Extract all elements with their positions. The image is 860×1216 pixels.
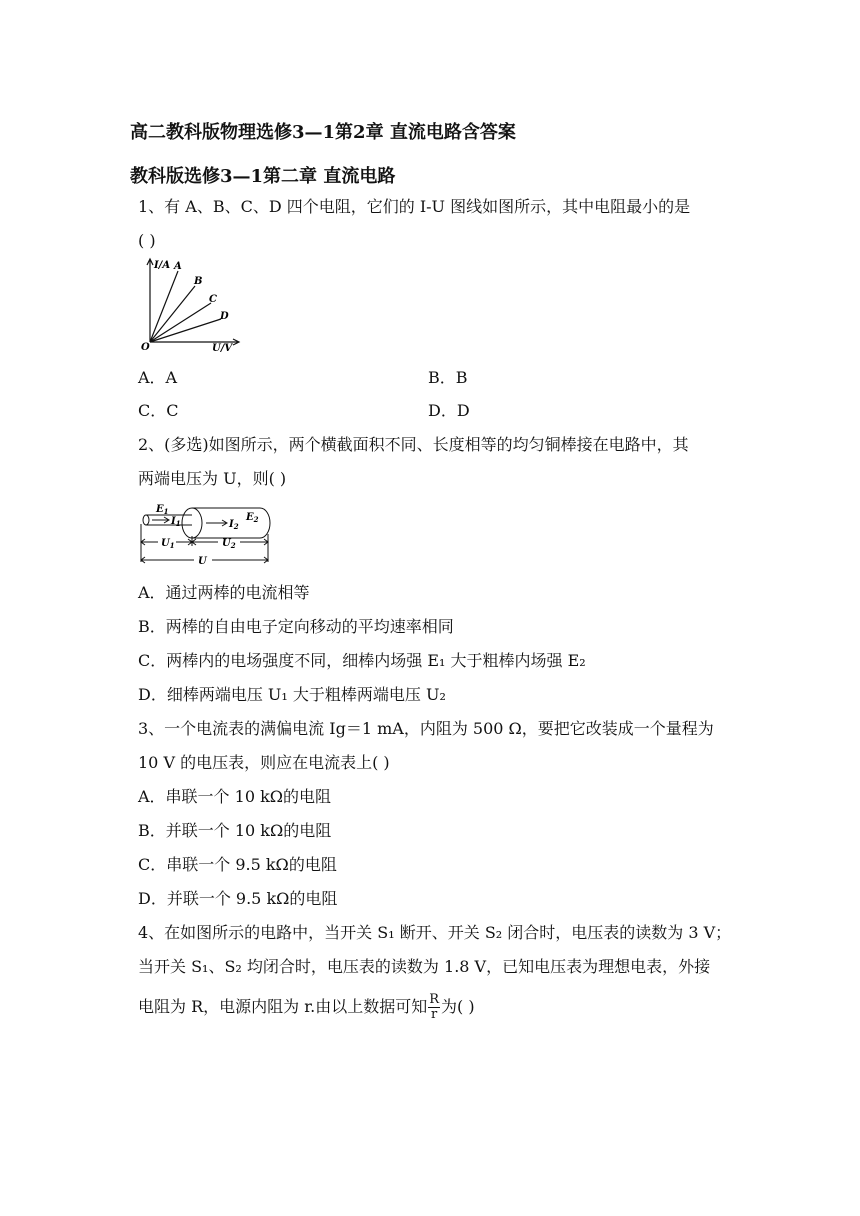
q2-stem-line1: 2、(多选)如图所示，两个横截面积不同、长度相等的均匀铜棒接在电路中，其 xyxy=(138,435,689,454)
q2-copper-rods-figure xyxy=(138,500,274,568)
q1-stem-line2: ( ) xyxy=(138,231,156,250)
q4-stem-line1: 4、在如图所示的电路中，当开关 S₁ 断开、开关 S₂ 闭合时，电压表的读数为 3 V； xyxy=(138,923,732,942)
q1-iu-graph xyxy=(138,256,244,354)
document-title: 高二教科版物理选修3—1第2章 直流电路含答案 xyxy=(130,122,516,143)
q1-option-d: D．D xyxy=(428,401,470,420)
q3-stem-line1: 3、一个电流表的满偏电流 Ig＝1 mA，内阻为 500 Ω，要把它改装成一个量程为 xyxy=(138,719,714,738)
q4-stem-line2: 当开关 S₁、S₂ 均闭合时，电压表的读数为 1.8 V，已知电压表为理想电表，外接 xyxy=(138,957,711,976)
q3-option-b: B．并联一个 10 kΩ的电阻 xyxy=(138,821,332,840)
q3-option-d: D．并联一个 9.5 kΩ的电阻 xyxy=(138,889,338,908)
q4-fraction-denominator: r xyxy=(430,1007,438,1022)
q3-stem-line2: 10 V 的电压表，则应在电流表上( ) xyxy=(138,753,390,772)
q2-label-e2: $E_2$ xyxy=(246,512,259,524)
q4-fraction-r-over-r xyxy=(428,993,440,1022)
q2-label-e1: $E_1$ xyxy=(156,504,169,516)
q3-option-c: C．串联一个 9.5 kΩ的电阻 xyxy=(138,855,337,874)
q1-line-label-b: B xyxy=(194,276,203,287)
q1-stem-line1: 1、有 A、B、C、D 四个电阻，它们的 I-U 图线如图所示，其中电阻最小的是 xyxy=(138,197,691,216)
q2-label-u2: $U_2$ xyxy=(222,538,236,550)
q1-option-b: B．B xyxy=(428,368,468,387)
q2-label-u1: $U_1$ xyxy=(161,538,175,550)
q1-origin-label: O xyxy=(141,342,150,353)
q1-line-label-a: A xyxy=(174,261,182,272)
section-title: 教科版选修3—1第二章 直流电路 xyxy=(130,166,396,187)
q1-line-label-d: D xyxy=(220,311,229,322)
q2-stem-line2: 两端电压为 U，则( ) xyxy=(138,469,287,488)
q2-label-u: U xyxy=(198,556,207,567)
q4-stem-line3 xyxy=(138,992,475,1022)
q1-y-axis-label: I/A xyxy=(154,260,171,271)
q2-option-a: A．通过两棒的电流相等 xyxy=(138,583,310,602)
q1-option-c: C．C xyxy=(138,401,179,420)
q2-option-b: B．两棒的自由电子定向移动的平均速率相同 xyxy=(138,617,454,636)
q2-label-i2: $I_2$ xyxy=(229,519,239,531)
q4-stem-line3-text: 电阻为 R，电源内阻为 r.由以上数据可知 xyxy=(138,997,428,1016)
q2-option-c: C．两棒内的电场强度不同，细棒内场强 E₁ 大于粗棒内场强 E₂ xyxy=(138,651,586,670)
q2-label-i1: $I_1$ xyxy=(171,516,181,528)
q1-x-axis-label: U/V xyxy=(212,343,233,354)
q4-fraction-numerator: R xyxy=(429,992,439,1007)
q3-option-a: A．串联一个 10 kΩ的电阻 xyxy=(138,787,332,806)
q2-option-d: D．细棒两端电压 U₁ 大于粗棒两端电压 U₂ xyxy=(138,685,446,704)
q1-option-a: A．A xyxy=(138,368,178,387)
q1-line-label-c: C xyxy=(209,294,217,305)
q4-stem-line3-tail: 为( ) xyxy=(441,997,475,1016)
